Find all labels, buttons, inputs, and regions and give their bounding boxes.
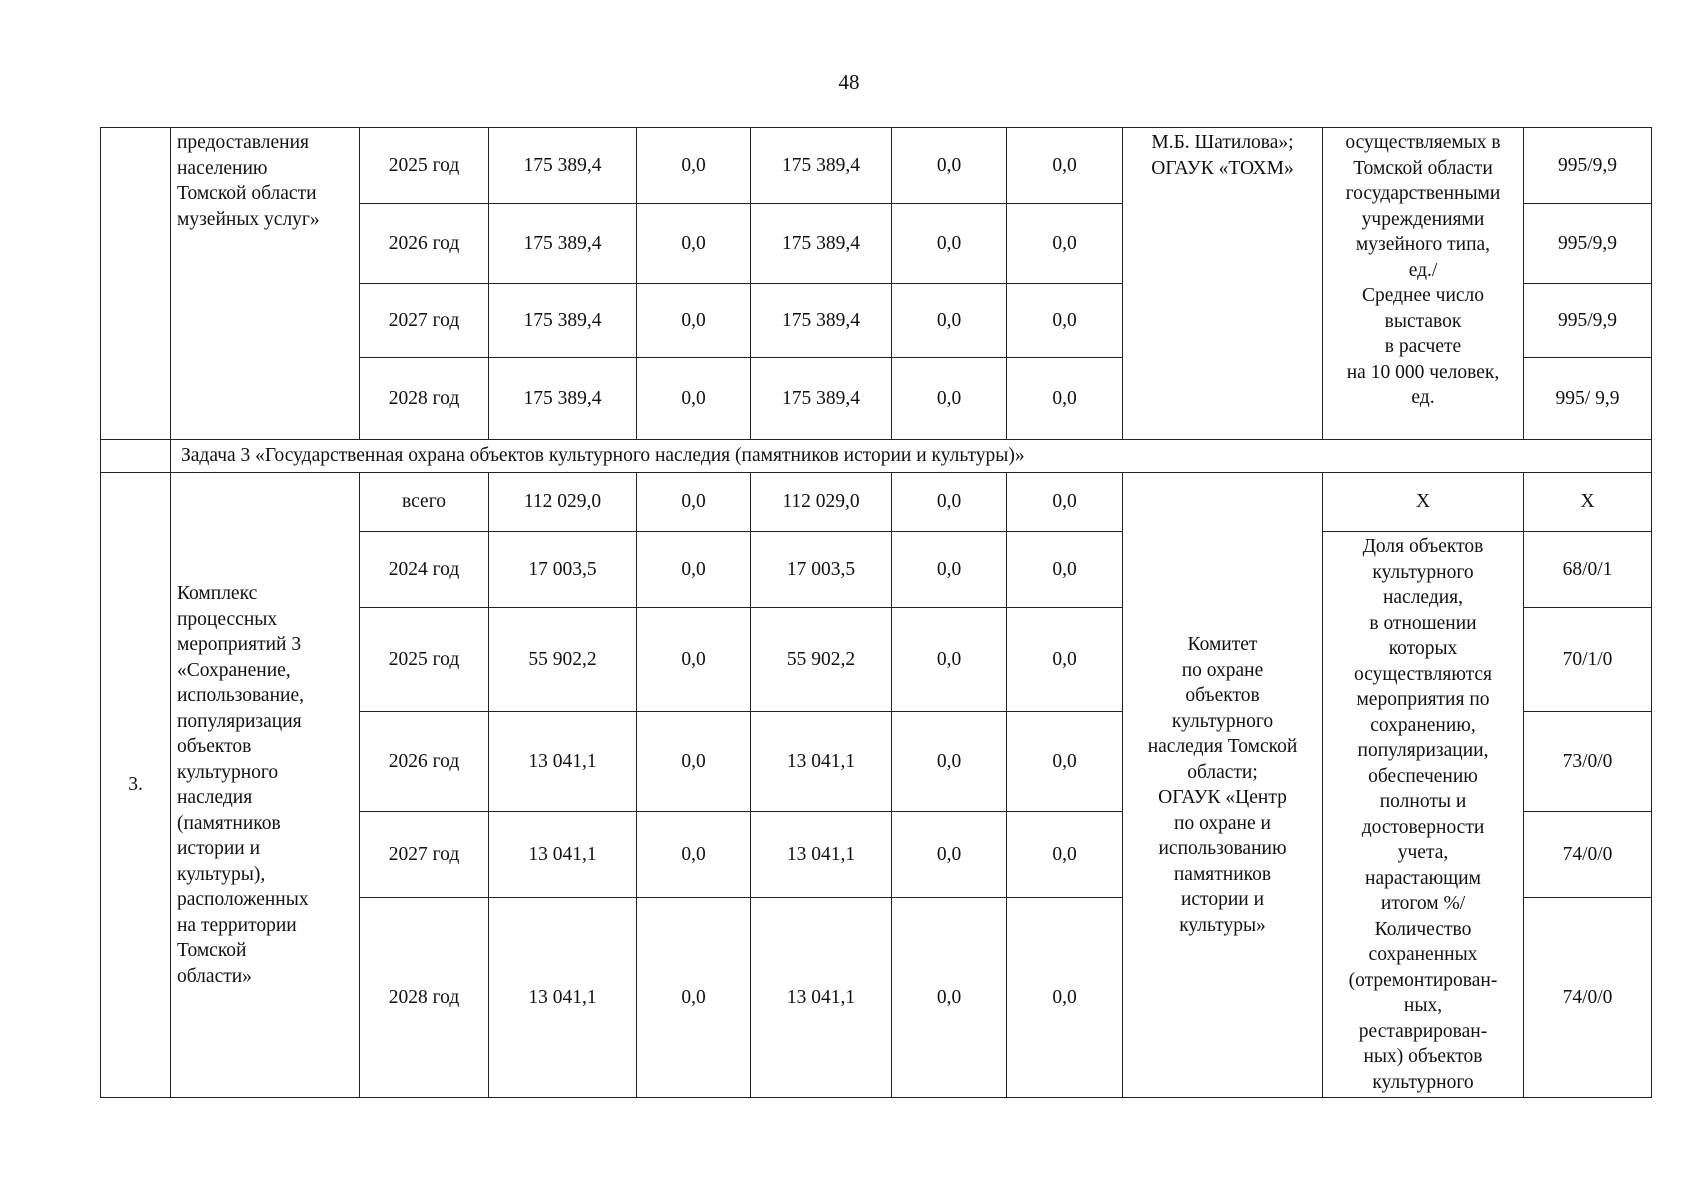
federal-cell: 0,0 (637, 608, 751, 712)
local-cell: 0,0 (892, 608, 1007, 712)
other-cell: 0,0 (1007, 473, 1123, 532)
regional-cell: 55 902,2 (751, 608, 892, 712)
program-name-cell: предоставления населению Томской области музейных услуг» (171, 128, 360, 440)
value-cell: 74/0/0 (1524, 898, 1652, 1098)
program-table (100, 127, 1652, 1098)
total-cell: 112 029,0 (489, 473, 637, 532)
period-cell: 2024 год (360, 532, 489, 608)
number-cell: 3. (101, 473, 171, 1098)
value-cell: 995/9,9 (1524, 128, 1652, 204)
federal-cell: 0,0 (637, 812, 751, 898)
other-cell: 0,0 (1007, 204, 1123, 284)
federal-cell: 0,0 (637, 128, 751, 204)
value-cell: 995/9,9 (1524, 204, 1652, 284)
indicator-cell: осуществляемых в Томской области государственными учреждениями музейного типа, ед./ Среднее число выставок в расчете на 10 000 человек, ед. (1323, 128, 1524, 440)
total-cell: 175 389,4 (489, 128, 637, 204)
executor-cell: Комитет по охране объектов культурного наследия Томской области; ОГАУК «Центр по охране и использованию памятников истории и культуры» (1123, 473, 1323, 1098)
period-cell: всего (360, 473, 489, 532)
federal-cell: 0,0 (637, 284, 751, 358)
period-cell: 2027 год (360, 284, 489, 358)
regional-cell: 112 029,0 (751, 473, 892, 532)
other-cell: 0,0 (1007, 128, 1123, 204)
value-cell: 74/0/0 (1524, 812, 1652, 898)
program-name-cell: Комплекс процессных мероприятий 3 «Сохранение, использование, популяризация объектов культурного наследия (памятников истории и культуры), расположенных на территории Томской области» (171, 473, 360, 1098)
value-cell: 68/0/1 (1524, 532, 1652, 608)
local-cell: 0,0 (892, 358, 1007, 440)
indicator-cell (1323, 532, 1524, 1098)
local-cell: 0,0 (892, 284, 1007, 358)
federal-cell: 0,0 (637, 898, 751, 1098)
total-cell: 13 041,1 (489, 898, 637, 1098)
regional-cell: 13 041,1 (751, 812, 892, 898)
indicator-text: Доля объектов культурного наследия, в отношении которых осуществляются мероприятия по сохранению, популяризации, обеспечению полноты и достоверности учета, нарастающим итогом %/ Количество сохраненных (отремонтирован- ных, реставрирован- ных) объектов культурного (1348, 536, 1498, 1093)
table-row (101, 128, 1652, 204)
total-cell: 55 902,2 (489, 608, 637, 712)
total-cell: 13 041,1 (489, 712, 637, 812)
period-cell: 2026 год (360, 712, 489, 812)
local-cell: 0,0 (892, 812, 1007, 898)
federal-cell: 0,0 (637, 204, 751, 284)
page-number: 48 (838, 70, 860, 94)
task-header: Задача 3 «Государственная охрана объектов культурного наследия (памятников истории и культуры)» (171, 440, 1652, 473)
value-cell: 73/0/0 (1524, 712, 1652, 812)
federal-cell: 0,0 (637, 712, 751, 812)
local-cell: 0,0 (892, 473, 1007, 532)
total-cell: 175 389,4 (489, 204, 637, 284)
other-cell: 0,0 (1007, 358, 1123, 440)
local-cell: 0,0 (892, 712, 1007, 812)
regional-cell: 13 041,1 (751, 898, 892, 1098)
federal-cell: 0,0 (637, 358, 751, 440)
total-cell: 13 041,1 (489, 812, 637, 898)
period-cell: 2028 год (360, 358, 489, 440)
regional-cell: 175 389,4 (751, 128, 892, 204)
value-cell: 995/9,9 (1524, 284, 1652, 358)
other-cell: 0,0 (1007, 812, 1123, 898)
local-cell: 0,0 (892, 204, 1007, 284)
local-cell: 0,0 (892, 898, 1007, 1098)
total-cell: 17 003,5 (489, 532, 637, 608)
period-cell: 2027 год (360, 812, 489, 898)
other-cell: 0,0 (1007, 284, 1123, 358)
value-cell: 995/ 9,9 (1524, 358, 1652, 440)
period-cell: 2028 год (360, 898, 489, 1098)
federal-cell: 0,0 (637, 473, 751, 532)
regional-cell: 17 003,5 (751, 532, 892, 608)
other-cell: 0,0 (1007, 898, 1123, 1098)
task-header-row (101, 440, 1652, 473)
executor-cell: М.Б. Шатилова»; ОГАУК «ТОХМ» (1123, 128, 1323, 440)
indicator-total-cell: Х (1323, 473, 1524, 532)
local-cell: 0,0 (892, 532, 1007, 608)
local-cell: 0,0 (892, 128, 1007, 204)
other-cell: 0,0 (1007, 532, 1123, 608)
regional-cell: 175 389,4 (751, 204, 892, 284)
other-cell: 0,0 (1007, 608, 1123, 712)
federal-cell: 0,0 (637, 532, 751, 608)
total-cell: 175 389,4 (489, 284, 637, 358)
value-total-cell: Х (1524, 473, 1652, 532)
regional-cell: 13 041,1 (751, 712, 892, 812)
period-cell: 2025 год (360, 128, 489, 204)
period-cell: 2026 год (360, 204, 489, 284)
period-cell: 2025 год (360, 608, 489, 712)
number-cell (101, 440, 171, 473)
total-cell: 175 389,4 (489, 358, 637, 440)
table-row (101, 473, 1652, 532)
regional-cell: 175 389,4 (751, 284, 892, 358)
number-cell (101, 128, 171, 440)
regional-cell: 175 389,4 (751, 358, 892, 440)
value-cell: 70/1/0 (1524, 608, 1652, 712)
other-cell: 0,0 (1007, 712, 1123, 812)
